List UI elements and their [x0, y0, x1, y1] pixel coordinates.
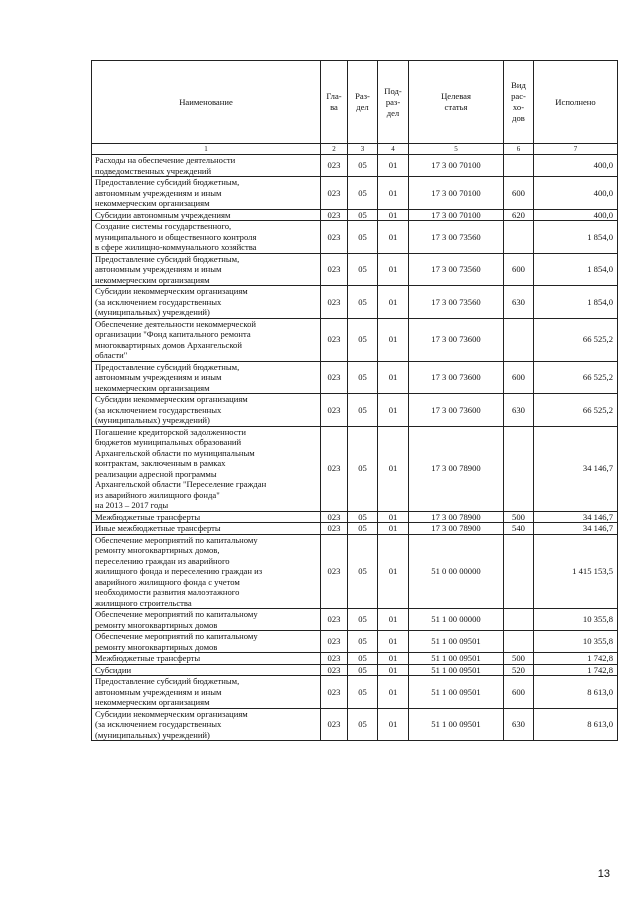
row-vid: 630 — [504, 708, 534, 741]
row-razdel: 05 — [348, 534, 378, 609]
row-razdel: 05 — [348, 177, 378, 210]
table-row — [92, 318, 618, 361]
header-amount: Исполнено — [534, 61, 618, 144]
table-row — [92, 426, 618, 511]
column-number: 1 — [92, 144, 321, 155]
column-number: 6 — [504, 144, 534, 155]
table-row — [92, 653, 618, 665]
row-glava: 023 — [321, 653, 348, 665]
row-statya: 17 3 00 70100 — [409, 209, 504, 221]
table-row — [92, 631, 618, 653]
row-glava: 023 — [321, 221, 348, 254]
table-row — [92, 221, 618, 254]
row-name: Обеспечение деятельности некоммерческой организации "Фонд капитального ремонта многоквартирных домов Архангельской области" — [92, 318, 321, 361]
row-razdel: 05 — [348, 253, 378, 286]
row-razdel: 05 — [348, 221, 378, 254]
row-glava: 023 — [321, 664, 348, 676]
table-row — [92, 511, 618, 523]
row-amount: 1 415 153,5 — [534, 534, 618, 609]
row-razdel: 05 — [348, 511, 378, 523]
row-razdel: 05 — [348, 155, 378, 177]
row-amount: 10 355,8 — [534, 609, 618, 631]
row-amount: 1 742,8 — [534, 653, 618, 665]
row-razdel: 05 — [348, 664, 378, 676]
row-name: Расходы на обеспечение деятельности подведомственных учреждений — [92, 155, 321, 177]
row-statya: 51 1 00 09501 — [409, 653, 504, 665]
row-podrazdel: 01 — [378, 155, 409, 177]
table-row — [92, 286, 618, 319]
column-number: 7 — [534, 144, 618, 155]
row-amount: 34 146,7 — [534, 511, 618, 523]
table-row — [92, 177, 618, 210]
row-razdel: 05 — [348, 609, 378, 631]
row-vid: 500 — [504, 511, 534, 523]
row-razdel: 05 — [348, 523, 378, 535]
row-razdel: 05 — [348, 286, 378, 319]
row-vid: 630 — [504, 394, 534, 427]
row-podrazdel: 01 — [378, 361, 409, 394]
row-vid: 620 — [504, 209, 534, 221]
row-glava: 023 — [321, 253, 348, 286]
table-row — [92, 523, 618, 535]
row-podrazdel: 01 — [378, 511, 409, 523]
row-amount: 66 525,2 — [534, 318, 618, 361]
row-amount: 1 854,0 — [534, 221, 618, 254]
table-body — [92, 144, 618, 741]
row-amount: 8 613,0 — [534, 708, 618, 741]
row-glava: 023 — [321, 426, 348, 511]
row-name: Предоставление субсидий бюджетным, автономным учреждениям и иным некоммерческим организациям — [92, 361, 321, 394]
row-vid: 600 — [504, 676, 534, 709]
row-glava: 023 — [321, 676, 348, 709]
row-name: Предоставление субсидий бюджетным, автономным учреждениям и иным некоммерческим организациям — [92, 177, 321, 210]
row-amount: 8 613,0 — [534, 676, 618, 709]
table-row — [92, 394, 618, 427]
row-amount: 1 854,0 — [534, 286, 618, 319]
row-vid: 600 — [504, 361, 534, 394]
column-numbers-row — [92, 144, 618, 155]
row-podrazdel: 01 — [378, 676, 409, 709]
row-vid: 500 — [504, 653, 534, 665]
row-amount: 400,0 — [534, 177, 618, 210]
row-razdel: 05 — [348, 394, 378, 427]
row-name: Создание системы государственного, муниципального и общественного контроля в сфере жилищно-коммунального хозяйства — [92, 221, 321, 254]
column-number: 4 — [378, 144, 409, 155]
row-vid: 520 — [504, 664, 534, 676]
table-row — [92, 209, 618, 221]
row-razdel: 05 — [348, 653, 378, 665]
row-statya: 51 1 00 00000 — [409, 609, 504, 631]
row-statya: 17 3 00 73560 — [409, 221, 504, 254]
row-podrazdel: 01 — [378, 534, 409, 609]
row-amount: 400,0 — [534, 209, 618, 221]
table-row — [92, 361, 618, 394]
row-vid: 630 — [504, 286, 534, 319]
row-statya: 17 3 00 73600 — [409, 318, 504, 361]
row-name: Субсидии — [92, 664, 321, 676]
row-statya: 51 1 00 09501 — [409, 676, 504, 709]
header-razdel: Раз- дел — [348, 61, 378, 144]
row-name: Обеспечение мероприятий по капитальному ремонту многоквартирных домов — [92, 631, 321, 653]
row-name: Субсидии некоммерческим организациям (за исключением государственных (муниципальных) учреждений) — [92, 708, 321, 741]
row-statya: 17 3 00 78900 — [409, 511, 504, 523]
table-row — [92, 664, 618, 676]
row-glava: 023 — [321, 631, 348, 653]
row-statya: 51 1 00 09501 — [409, 664, 504, 676]
column-number: 2 — [321, 144, 348, 155]
row-podrazdel: 01 — [378, 664, 409, 676]
row-statya: 17 3 00 73600 — [409, 361, 504, 394]
header-podrazdel: Под- раз- дел — [378, 61, 409, 144]
row-podrazdel: 01 — [378, 394, 409, 427]
table-row — [92, 676, 618, 709]
header-statya: Целевая статья — [409, 61, 504, 144]
row-vid — [504, 426, 534, 511]
row-podrazdel: 01 — [378, 209, 409, 221]
row-podrazdel: 01 — [378, 631, 409, 653]
row-vid — [504, 221, 534, 254]
row-podrazdel: 01 — [378, 426, 409, 511]
row-amount: 1 854,0 — [534, 253, 618, 286]
row-glava: 023 — [321, 534, 348, 609]
row-name: Предоставление субсидий бюджетным, автономным учреждениям и иным некоммерческим организациям — [92, 253, 321, 286]
row-name: Иные межбюджетные трансферты — [92, 523, 321, 535]
row-glava: 023 — [321, 394, 348, 427]
row-vid — [504, 534, 534, 609]
row-amount: 66 525,2 — [534, 361, 618, 394]
row-vid — [504, 155, 534, 177]
table-row — [92, 253, 618, 286]
row-amount: 1 742,8 — [534, 664, 618, 676]
row-podrazdel: 01 — [378, 253, 409, 286]
row-statya: 17 3 00 70100 — [409, 177, 504, 210]
column-number: 5 — [409, 144, 504, 155]
column-number: 3 — [348, 144, 378, 155]
row-podrazdel: 01 — [378, 708, 409, 741]
row-name: Обеспечение мероприятий по капитальному ремонту многоквартирных домов, переселению граждан из аварийного жилищного фонда и переселению граждан из аварийного жилищного фонда с учетом необходимости развития малоэтажного жилищного строительства — [92, 534, 321, 609]
row-statya: 51 1 00 09501 — [409, 631, 504, 653]
row-statya: 17 3 00 73560 — [409, 286, 504, 319]
row-razdel: 05 — [348, 318, 378, 361]
row-vid: 600 — [504, 253, 534, 286]
row-name: Субсидии некоммерческим организациям (за исключением государственных (муниципальных) учреждений) — [92, 286, 321, 319]
row-name: Субсидии автономным учреждениям — [92, 209, 321, 221]
row-razdel: 05 — [348, 708, 378, 741]
row-vid — [504, 318, 534, 361]
row-podrazdel: 01 — [378, 609, 409, 631]
row-vid: 600 — [504, 177, 534, 210]
row-statya: 17 3 00 78900 — [409, 523, 504, 535]
row-glava: 023 — [321, 177, 348, 210]
row-glava: 023 — [321, 155, 348, 177]
row-glava: 023 — [321, 318, 348, 361]
row-razdel: 05 — [348, 676, 378, 709]
row-razdel: 05 — [348, 631, 378, 653]
header-glava: Гла- ва — [321, 61, 348, 144]
row-podrazdel: 01 — [378, 286, 409, 319]
row-name: Межбюджетные трансферты — [92, 653, 321, 665]
budget-table — [91, 60, 618, 741]
row-razdel: 05 — [348, 209, 378, 221]
row-glava: 023 — [321, 209, 348, 221]
row-amount: 10 355,8 — [534, 631, 618, 653]
page-number: 13 — [597, 868, 610, 880]
header-row — [92, 61, 618, 144]
row-razdel: 05 — [348, 426, 378, 511]
row-amount: 34 146,7 — [534, 426, 618, 511]
row-glava: 023 — [321, 511, 348, 523]
row-podrazdel: 01 — [378, 318, 409, 361]
row-name: Обеспечение мероприятий по капитальному ремонту многоквартирных домов — [92, 609, 321, 631]
header-name: Наименование — [92, 61, 321, 144]
row-amount: 400,0 — [534, 155, 618, 177]
row-amount: 66 525,2 — [534, 394, 618, 427]
row-statya: 51 1 00 09501 — [409, 708, 504, 741]
row-glava: 023 — [321, 708, 348, 741]
row-name: Межбюджетные трансферты — [92, 511, 321, 523]
row-vid — [504, 631, 534, 653]
table-row — [92, 155, 618, 177]
row-vid — [504, 609, 534, 631]
row-statya: 51 0 00 00000 — [409, 534, 504, 609]
row-podrazdel: 01 — [378, 653, 409, 665]
row-glava: 023 — [321, 361, 348, 394]
table-row — [92, 534, 618, 609]
row-glava: 023 — [321, 523, 348, 535]
row-podrazdel: 01 — [378, 221, 409, 254]
row-statya: 17 3 00 73600 — [409, 394, 504, 427]
row-name: Субсидии некоммерческим организациям (за исключением государственных (муниципальных) учреждений) — [92, 394, 321, 427]
row-glava: 023 — [321, 609, 348, 631]
row-amount: 34 146,7 — [534, 523, 618, 535]
row-vid: 540 — [504, 523, 534, 535]
row-statya: 17 3 00 78900 — [409, 426, 504, 511]
table-row — [92, 708, 618, 741]
row-glava: 023 — [321, 286, 348, 319]
row-name: Погашение кредиторской задолженности бюджетов муниципальных образований Архангельской области по муниципальным контрактам, заключенным в рамках реализации адресной программы Архангельской области "Переселение граждан из аварийного жилищного фонда" на 2013 – 2017 годы — [92, 426, 321, 511]
row-statya: 17 3 00 70100 — [409, 155, 504, 177]
row-statya: 17 3 00 73560 — [409, 253, 504, 286]
row-name: Предоставление субсидий бюджетным, автономным учреждениям и иным некоммерческим организациям — [92, 676, 321, 709]
header-vid: Вид рас- хо- дов — [504, 61, 534, 144]
row-razdel: 05 — [348, 361, 378, 394]
table-row — [92, 609, 618, 631]
row-podrazdel: 01 — [378, 177, 409, 210]
row-podrazdel: 01 — [378, 523, 409, 535]
